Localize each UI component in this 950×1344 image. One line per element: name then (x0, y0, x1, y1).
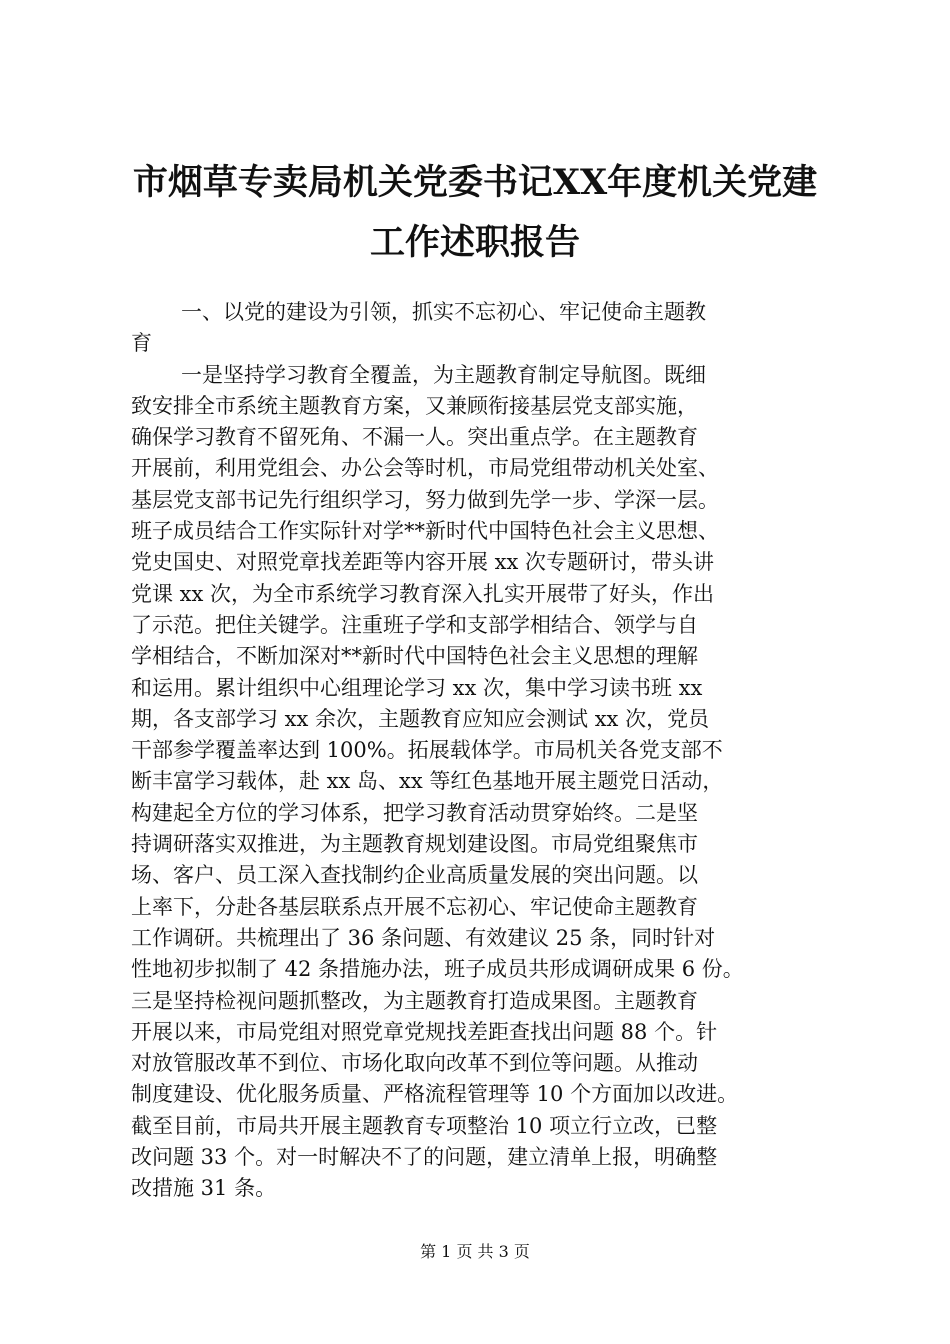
body-line: 截至目前，市局共开展主题教育专项整治 10 项立行立改，已整 (131, 1113, 718, 1138)
body-line: 构建起全方位的学习体系，把学习教育活动贯穿始终。二是坚 (131, 800, 698, 825)
body-line: 学相结合，不断加深对**新时代中国特色社会主义思想的理解 (131, 644, 698, 669)
body-line: 开展前，利用党组会、办公会等时机，市局党组带动机关处室、 (131, 456, 719, 481)
body-line: 基层党支部书记先行组织学习，努力做到先学一步、学深一层。 (131, 487, 719, 512)
body-line: 一、以党的建设为引领，抓实不忘初心、牢记使命主题教 (181, 300, 706, 324)
body-line: 育 (131, 331, 152, 356)
body-line: 确保学习教育不留死角、不漏一人。突出重点学。在主题教育 (131, 425, 698, 450)
body-line: 改措施 31 条。 (131, 1176, 277, 1201)
document-title-line1: 市烟草专卖局机关党委书记XX年度机关党建 (132, 162, 818, 203)
body-line: 对放管服改革不到位、市场化取向改革不到位等问题。从推动 (131, 1051, 698, 1076)
body-line: 了示范。把住关键学。注重班子学和支部学相结合、领学与自 (131, 612, 698, 637)
body-line: 上率下，分赴各基层联系点开展不忘初心、牢记使命主题教育 (131, 894, 698, 919)
body-line: 致安排全市系统主题教育方案，又兼顾衔接基层党支部实施， (131, 393, 698, 418)
body-line: 班子成员结合工作实际针对学**新时代中国特色社会主义思想、 (131, 519, 719, 544)
body-line: 改问题 33 个。对一时解决不了的问题，建立清单上报，明确整 (131, 1145, 718, 1170)
page-footer: 第 1 页 共 3 页 (420, 1242, 530, 1261)
body-line: 开展以来，市局党组对照党章党规找差距查找出问题 88 个。针 (131, 1019, 718, 1044)
document-title-line2: 工作述职报告 (369, 222, 580, 263)
document-body (131, 297, 831, 1205)
body-line: 工作调研。共梳理出了 36 条问题、有效建议 25 条，同时针对 (131, 925, 716, 950)
body-line: 和运用。累计组织中心组理论学习 xx 次，集中学习读书班 xx (131, 675, 703, 700)
body-line: 党课 xx 次，为全市系统学习教育深入扎实开展带了好头，作出 (131, 581, 715, 606)
body-line: 断丰富学习载体，赴 xx 岛、xx 等红色基地开展主题党日活动， (131, 769, 724, 794)
body-line: 制度建设、优化服务质量、严格流程管理等 10 个方面加以改进。 (131, 1082, 739, 1107)
body-line: 期，各支部学习 xx 余次，主题教育应知应会测试 xx 次，党员 (131, 706, 710, 731)
body-line: 三是坚持检视问题抓整改，为主题教育打造成果图。主题教育 (131, 988, 698, 1013)
body-line: 一是坚持学习教育全覆盖，为主题教育制定导航图。既细 (181, 362, 706, 387)
body-line: 党史国史、对照党章找差距等内容开展 xx 次专题研讨，带头讲 (131, 550, 715, 575)
body-line: 持调研落实双推进，为主题教育规划建设图。市局党组聚焦市 (131, 832, 698, 857)
body-line: 性地初步拟制了 42 条措施办法，班子成员共形成调研成果 6 份。 (131, 957, 744, 982)
body-line: 场、客户、员工深入查找制约企业高质量发展的突出问题。以 (131, 863, 698, 888)
body-line: 干部参学覆盖率达到 100%。拓展载体学。市局机关各党支部不 (131, 738, 723, 763)
